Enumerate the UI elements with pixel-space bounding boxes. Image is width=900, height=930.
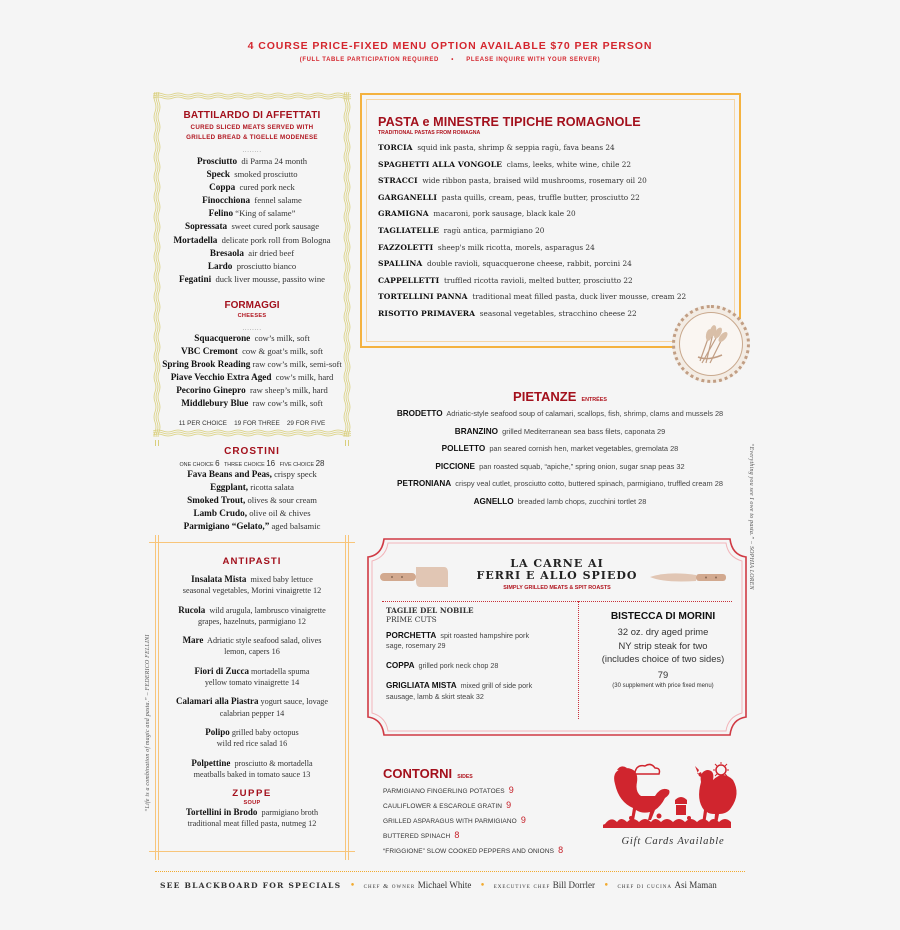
contorni-title: CONTORNI <box>383 766 453 781</box>
prime-cuts-column <box>386 607 576 702</box>
menu-item: TORTELLINI PANNA traditional meat filled pasta, duck liver mousse, cream 22 <box>378 292 687 302</box>
carne-title-1: LA CARNE AI <box>510 557 604 570</box>
menu-item: TAGLIATELLE ragù antica, parmigiano 20 <box>378 225 545 235</box>
menu-item: Polpettine prosciutto & mortadella meatballs baked in tomato sauce 13 <box>191 757 313 779</box>
chef-owner-label: chef & owner <box>363 883 416 890</box>
menu-item: Finocchiona fennel salame <box>202 195 302 206</box>
pasta-title: PASTA e MINESTRE TIPICHE ROMAGNOLE <box>378 115 641 129</box>
menu-item: Pecorino Ginepro raw sheep’s milk, hard <box>176 385 328 396</box>
menu-item: Felino “King of salame” <box>208 208 296 219</box>
contorni-list <box>383 783 623 858</box>
formaggi-title: FORMAGGI <box>224 299 280 311</box>
formaggi-pricing: 11 PER CHOICE 19 FOR THREE 29 FOR FIVE <box>178 419 326 427</box>
menu-item: AGNELLO breaded lamb chops, zucchini tortlet 28 <box>473 496 647 506</box>
menu-item: Spring Brook Reading raw cow’s milk, semi-soft <box>162 359 342 370</box>
formaggi-list <box>153 332 351 411</box>
exec-chef-name: Bill Dorrler <box>552 880 596 890</box>
carne-subtitle: SIMPLY GRILLED MEATS & SPIT ROASTS <box>503 585 611 591</box>
affettati-formaggi-panel <box>153 92 351 437</box>
prime-cuts-heading-1: TAGLIE DEL NOBILE <box>386 606 474 615</box>
menu-item: Lardo prosciutto bianco <box>207 260 297 271</box>
menu-item: Fegatini duck liver mousse, passito wine <box>178 273 325 284</box>
menu-item: GARGANELLI pasta quills, cream, peas, truffle butter, prosciutto 22 <box>378 192 640 202</box>
menu-item: Calamari alla Piastra yogurt sauce, lovage calabrian pepper 14 <box>175 696 329 718</box>
menu-item: Mare Adriatic style seafood salad, olives lemon, capers 16 <box>182 635 322 657</box>
chef-owner-name: Michael White <box>417 880 472 890</box>
crostini-list <box>153 468 351 533</box>
bullet-icon: • <box>479 881 486 891</box>
border-bottom <box>149 851 355 852</box>
menu-item: CAPPELLETTI truffled ricotta ravioli, melted butter, prosciutto 22 <box>378 275 633 285</box>
menu-item: POLLETTO pan seared cornish hen, market vegetables, gremolata 28 <box>441 444 679 453</box>
bistecca-price: 79 <box>657 668 669 680</box>
menu-item: PICCIONE pan roasted squab, “apiche,” spring onion, sugar snap peas 32 <box>435 461 685 471</box>
gold-tick <box>155 440 159 446</box>
menu-item: Lamb Crudo, olive oil & chives <box>193 508 311 519</box>
bistecca-column <box>580 611 746 691</box>
menu-item: BUTTERED SPINACH 8 <box>383 830 460 840</box>
fellini-quote: “Life is a combination of magic and pasta.” – FEDERICO FELLINI <box>145 634 151 812</box>
gift-cards-label: Gift Cards Available <box>621 836 725 847</box>
pasta-panel <box>360 93 741 348</box>
contorni-section <box>383 763 623 858</box>
pietanze-title: PIETANZE <box>513 389 577 404</box>
affettati-title: BATTILARDO DI AFFETTATI <box>183 110 321 121</box>
bistecca-note: (30 supplement with price fixed menu) <box>612 682 714 689</box>
menu-item: Piave Vecchio Extra Aged cow’s milk, hard <box>170 372 334 383</box>
bullet-icon: • <box>451 57 454 63</box>
chef-di-cucina-label: chef di cucina <box>617 883 672 890</box>
specials-note: SEE BLACKBOARD FOR SPECIALS <box>160 881 342 890</box>
affettati-subtitle-2: GRILLED BREAD & TIGELLE MODENESE <box>186 134 318 141</box>
dotted-divider-h <box>382 601 732 602</box>
prix-fixe-note-right: PLEASE INQUIRE WITH YOUR SERVER) <box>466 57 601 63</box>
menu-item: Insalata Mista mixed baby lettuce seasonal vegetables, Morini vinaigrette 12 <box>182 574 322 596</box>
menu-item: GRILLED ASPARAGUS WITH PARMIGIANO 9 <box>383 815 526 825</box>
menu-item: Squacquerone cow’s milk, soft <box>194 332 310 343</box>
menu-item: FAZZOLETTI sheep's milk ricotta, morels, asparagus 24 <box>378 242 595 252</box>
menu-item: COPPA grilled pork neck chop 28 <box>386 660 499 670</box>
affettati-list <box>153 155 351 286</box>
prix-fixe-note <box>0 57 900 63</box>
menu-item: Fiori di Zucca mortadella spuma yellow tomato vinaigrette 14 <box>194 665 310 688</box>
antipasti-zuppe-panel <box>149 535 355 860</box>
gold-tick <box>345 440 349 446</box>
menu-item: “FRIGGIONE” SLOW COOKED PEPPERS AND ONIONS 8 <box>383 845 564 855</box>
menu-item: PORCHETTA spit roasted hampshire pork sage, rosemary 29 <box>386 631 530 651</box>
menu-item: Bresaola air dried beef <box>209 247 295 258</box>
menu-item: Rucola wild arugula, lambrusco vinaigrette grapes, hazelnuts, parmigiano 12 <box>178 604 326 626</box>
pasta-subtitle: TRADITIONAL PASTAS FROM ROMAGNA <box>378 130 481 136</box>
menu-item: GRAMIGNA macaroni, pork sausage, black kale 20 <box>378 209 576 219</box>
prime-cuts-heading-2: PRIME CUTS <box>386 614 437 624</box>
menu-item: GRIGLIATA MISTA mixed grill of side pork sausage, lamb & skirt steak 32 <box>386 681 533 701</box>
zuppe-title: ZUPPE <box>232 788 272 800</box>
menu-item: PARMIGIANO FINGERLING POTATOES 9 <box>383 785 514 795</box>
menu-item: TORCIA squid ink pasta, shrimp & seppia ragù, fava beans 24 <box>378 143 615 152</box>
pietanze-subtitle: ENTRÉES <box>581 397 607 403</box>
footer-divider <box>155 871 745 872</box>
crostini-section <box>153 446 351 533</box>
prix-fixe-banner: 4 COURSE PRICE-FIXED MENU OPTION AVAILABLE $70 PER PERSON <box>247 40 653 52</box>
divider-dots: ........ <box>242 324 262 332</box>
dotted-divider-v <box>578 601 579 719</box>
bistecca-name: BISTECCA DI MORINI <box>610 611 716 622</box>
wavy-border-top <box>153 92 351 100</box>
formaggi-subtitle: CHEESES <box>237 312 267 319</box>
menu-item: STRACCI wide ribbon pasta, braised wild mushrooms, rosemary oil 20 <box>378 176 647 186</box>
menu-item: Tortellini in Brodo parmigiano broth traditional meat filled pasta, nutmeg 12 <box>185 807 319 829</box>
affettati-subtitle-1: CURED SLICED MEATS SERVED WITH <box>190 124 314 131</box>
zuppe-subtitle: SOUP <box>243 800 261 807</box>
menu-item: Parmigiano “Gelato,” aged balsamic <box>183 521 321 532</box>
footer <box>160 880 760 891</box>
menu-item: RISOTTO PRIMAVERA seasonal vegetables, stracchino cheese 22 <box>378 308 637 318</box>
menu-item: Smoked Trout, olives & sour cream <box>187 495 317 506</box>
menu-item: Polipo grilled baby octopus wild red rice salad 16 <box>205 726 299 749</box>
menu-item: SPALLINA double ravioli, squacquerone cheese, rabbit, porcini 24 <box>378 259 632 269</box>
bullet-icon: • <box>603 881 609 891</box>
menu-item: Middlebury Blue raw cow’s milk, soft <box>181 398 323 409</box>
chef-di-cucina-name: Asi Maman <box>674 880 717 890</box>
bistecca-desc-3: (includes choice of two sides) <box>601 653 725 664</box>
bistecca-desc-1: 32 oz. dry aged prime <box>617 626 709 637</box>
contorni-subtitle: SIDES <box>457 774 473 780</box>
carne-panel <box>366 537 748 737</box>
menu-item: VBC Cremont cow & goat’s milk, soft <box>181 346 323 357</box>
antipasti-title: ANTIPASTI <box>222 556 282 567</box>
menu-item: SPAGHETTI ALLA VONGOLE clams, leeks, white wine, chile 22 <box>378 159 632 169</box>
pietanze-section <box>370 386 750 510</box>
roosters-illustration-icon <box>603 762 743 834</box>
bistecca-desc-2: NY strip steak for two <box>618 639 708 651</box>
menu-item: Mortadella delicate pork roll from Bologna <box>173 234 331 245</box>
menu-item: PETRONIANA crispy veal cutlet, prosciutto cotto, buttered spinach, parmigiano, truffled cream 28 <box>397 479 723 488</box>
border-top <box>149 542 355 543</box>
wavy-border-bottom <box>153 429 351 437</box>
bullet-icon: • <box>349 881 356 891</box>
menu-item: Sopressata sweet cured pork sausage <box>184 221 320 232</box>
divider-dots: ........ <box>242 147 262 154</box>
menu-item: BRANZINO grilled Mediterranean sea bass filets, caponata 29 <box>454 426 666 436</box>
carne-title-2: FERRI E ALLO SPIEDO <box>476 569 638 582</box>
menu-item: Fava Beans and Peas, crispy speck <box>187 469 317 479</box>
menu-item: Speck smoked prosciutto <box>206 169 298 180</box>
exec-chef-label: executive chef <box>493 883 551 890</box>
menu-item: CAULIFLOWER & ESCAROLE GRATIN 9 <box>383 800 512 810</box>
menu-item: Prosciutto di Parma 24 month <box>196 156 308 166</box>
pietanze-list <box>370 405 750 510</box>
pietanze-heading <box>370 386 750 405</box>
wheat-seal-badge <box>672 305 750 383</box>
loren-quote: “Everything you see I owe to pasta.” – SOPHIA LOREN <box>748 443 754 590</box>
pasta-list <box>378 140 686 323</box>
menu-item: BRODETTO Adriatic-style seafood soup of calamari, scallops, fish, shrimp, clams and mussels 28 <box>396 409 724 418</box>
prix-fixe-note-left: (FULL TABLE PARTICIPATION REQUIRED <box>299 57 439 63</box>
antipasti-list <box>149 574 355 780</box>
crostini-pricing: ONE CHOICE 6 THREE CHOICE 16 FIVE CHOICE 28 <box>179 459 325 468</box>
menu-item: Eggplant, ricotta salata <box>210 482 294 493</box>
wheat-icon <box>680 313 744 377</box>
menu-item: Coppa cured pork neck <box>209 182 295 193</box>
crostini-title: CROSTINI <box>224 446 280 457</box>
